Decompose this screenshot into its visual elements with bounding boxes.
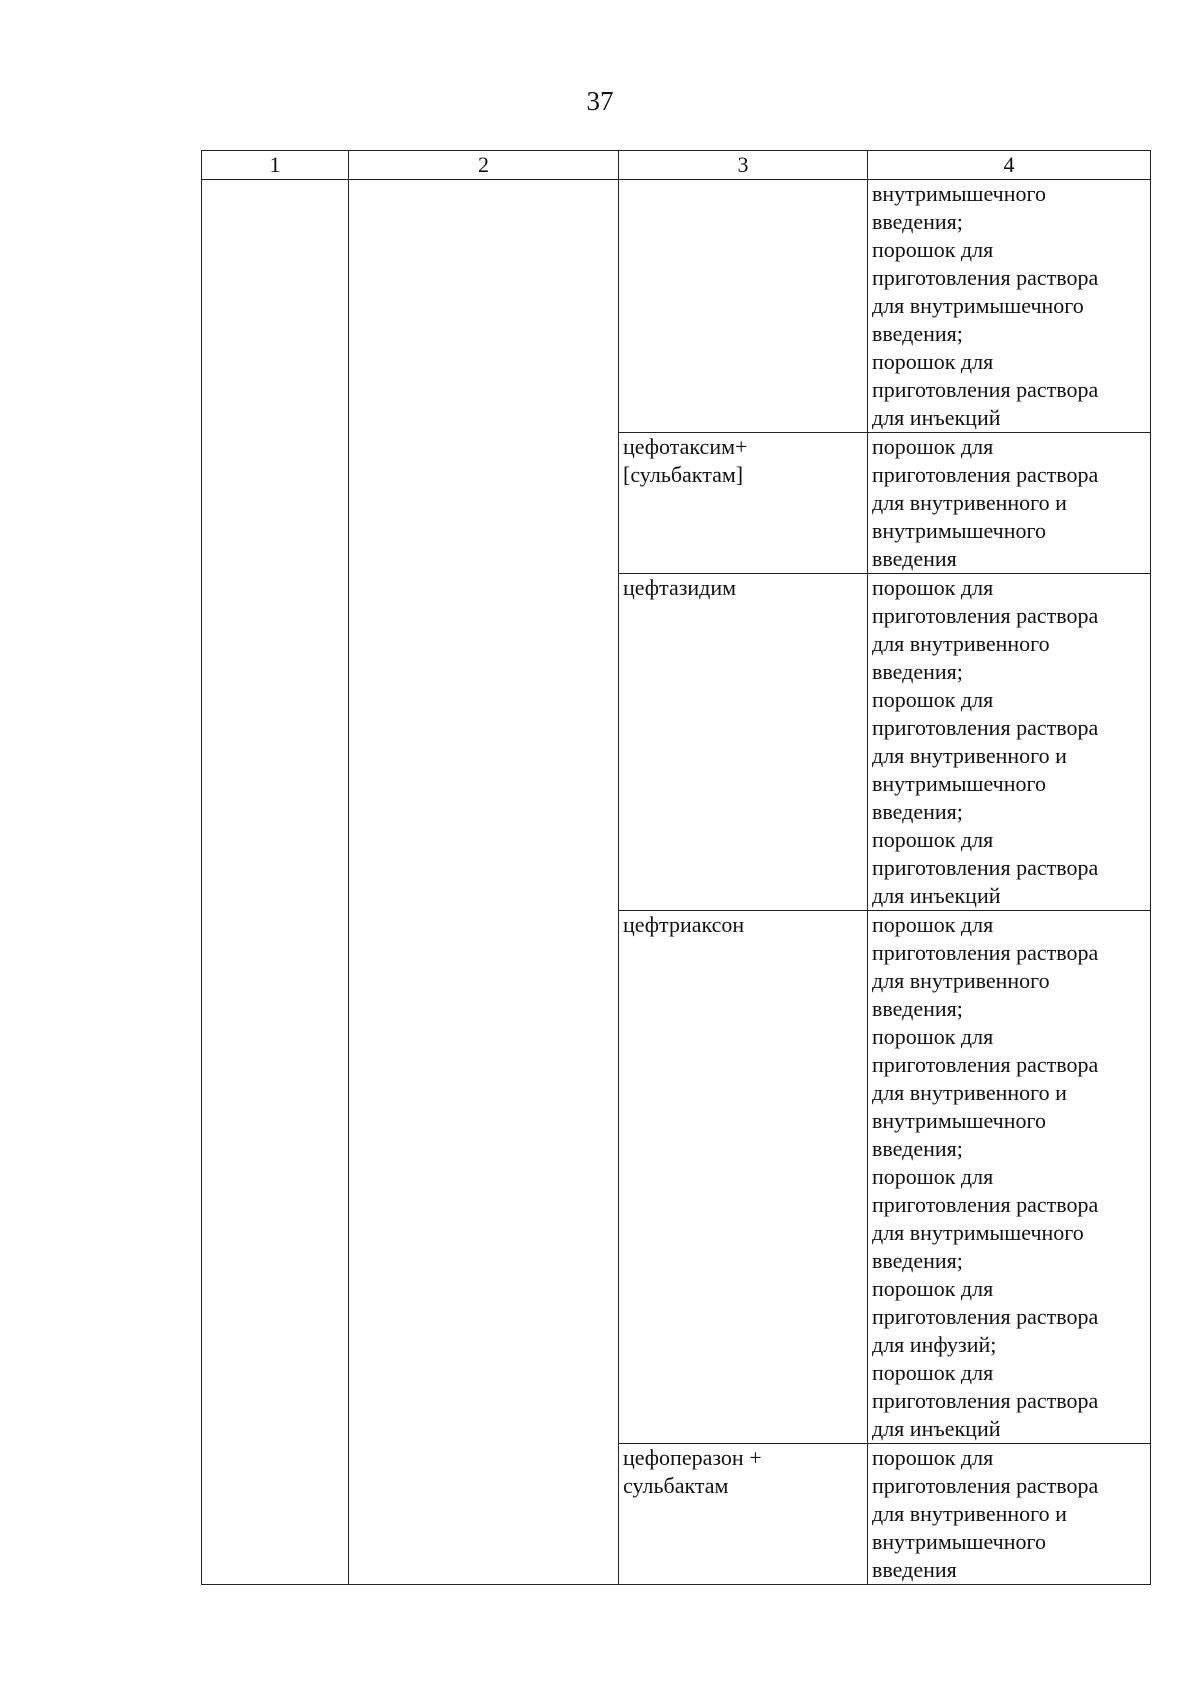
column-header-4: 4: [868, 151, 1151, 180]
table-row: [202, 180, 1151, 433]
column-2-cell: [349, 180, 619, 1585]
dosage-forms-cell: порошок для приготовления раствора для внутривенного введения; порошок для приготовления раствора для внутривенного и внутримышечного введения; порошок для приготовления раствора для инъекций: [868, 574, 1151, 911]
column-header-3: 3: [619, 151, 868, 180]
dosage-forms-cell: порошок для приготовления раствора для внутривенного введения; порошок для приготовления раствора для внутривенного и внутримышечного введения; порошок для приготовления раствора для внутримышечного введения; порошок для приготовления раствора для инфузий; порошок для приготовления раствора для инъекций: [868, 911, 1151, 1444]
drug-name-cell: цефтазидим: [619, 574, 868, 911]
drug-name-cell: цефотаксим+ [сульбактам]: [619, 433, 868, 574]
dosage-forms-cell: внутримышечного введения; порошок для приготовления раствора для внутримышечного введения; порошок для приготовления раствора для инъекций: [868, 180, 1151, 433]
column-header-2: 2: [349, 151, 619, 180]
column-header-1: 1: [202, 151, 349, 180]
drug-table: [201, 150, 1151, 1585]
dosage-forms-cell: порошок для приготовления раствора для внутривенного и внутримышечного введения: [868, 1444, 1151, 1585]
drug-name-cell: [619, 180, 868, 433]
table-header-row: [202, 151, 1151, 180]
dosage-forms-cell: порошок для приготовления раствора для внутривенного и внутримышечного введения: [868, 433, 1151, 574]
column-1-cell: [202, 180, 349, 1585]
drug-name-cell: цефоперазон + сульбактам: [619, 1444, 868, 1585]
drug-name-cell: цефтриаксон: [619, 911, 868, 1444]
page-number: 37: [586, 86, 614, 116]
